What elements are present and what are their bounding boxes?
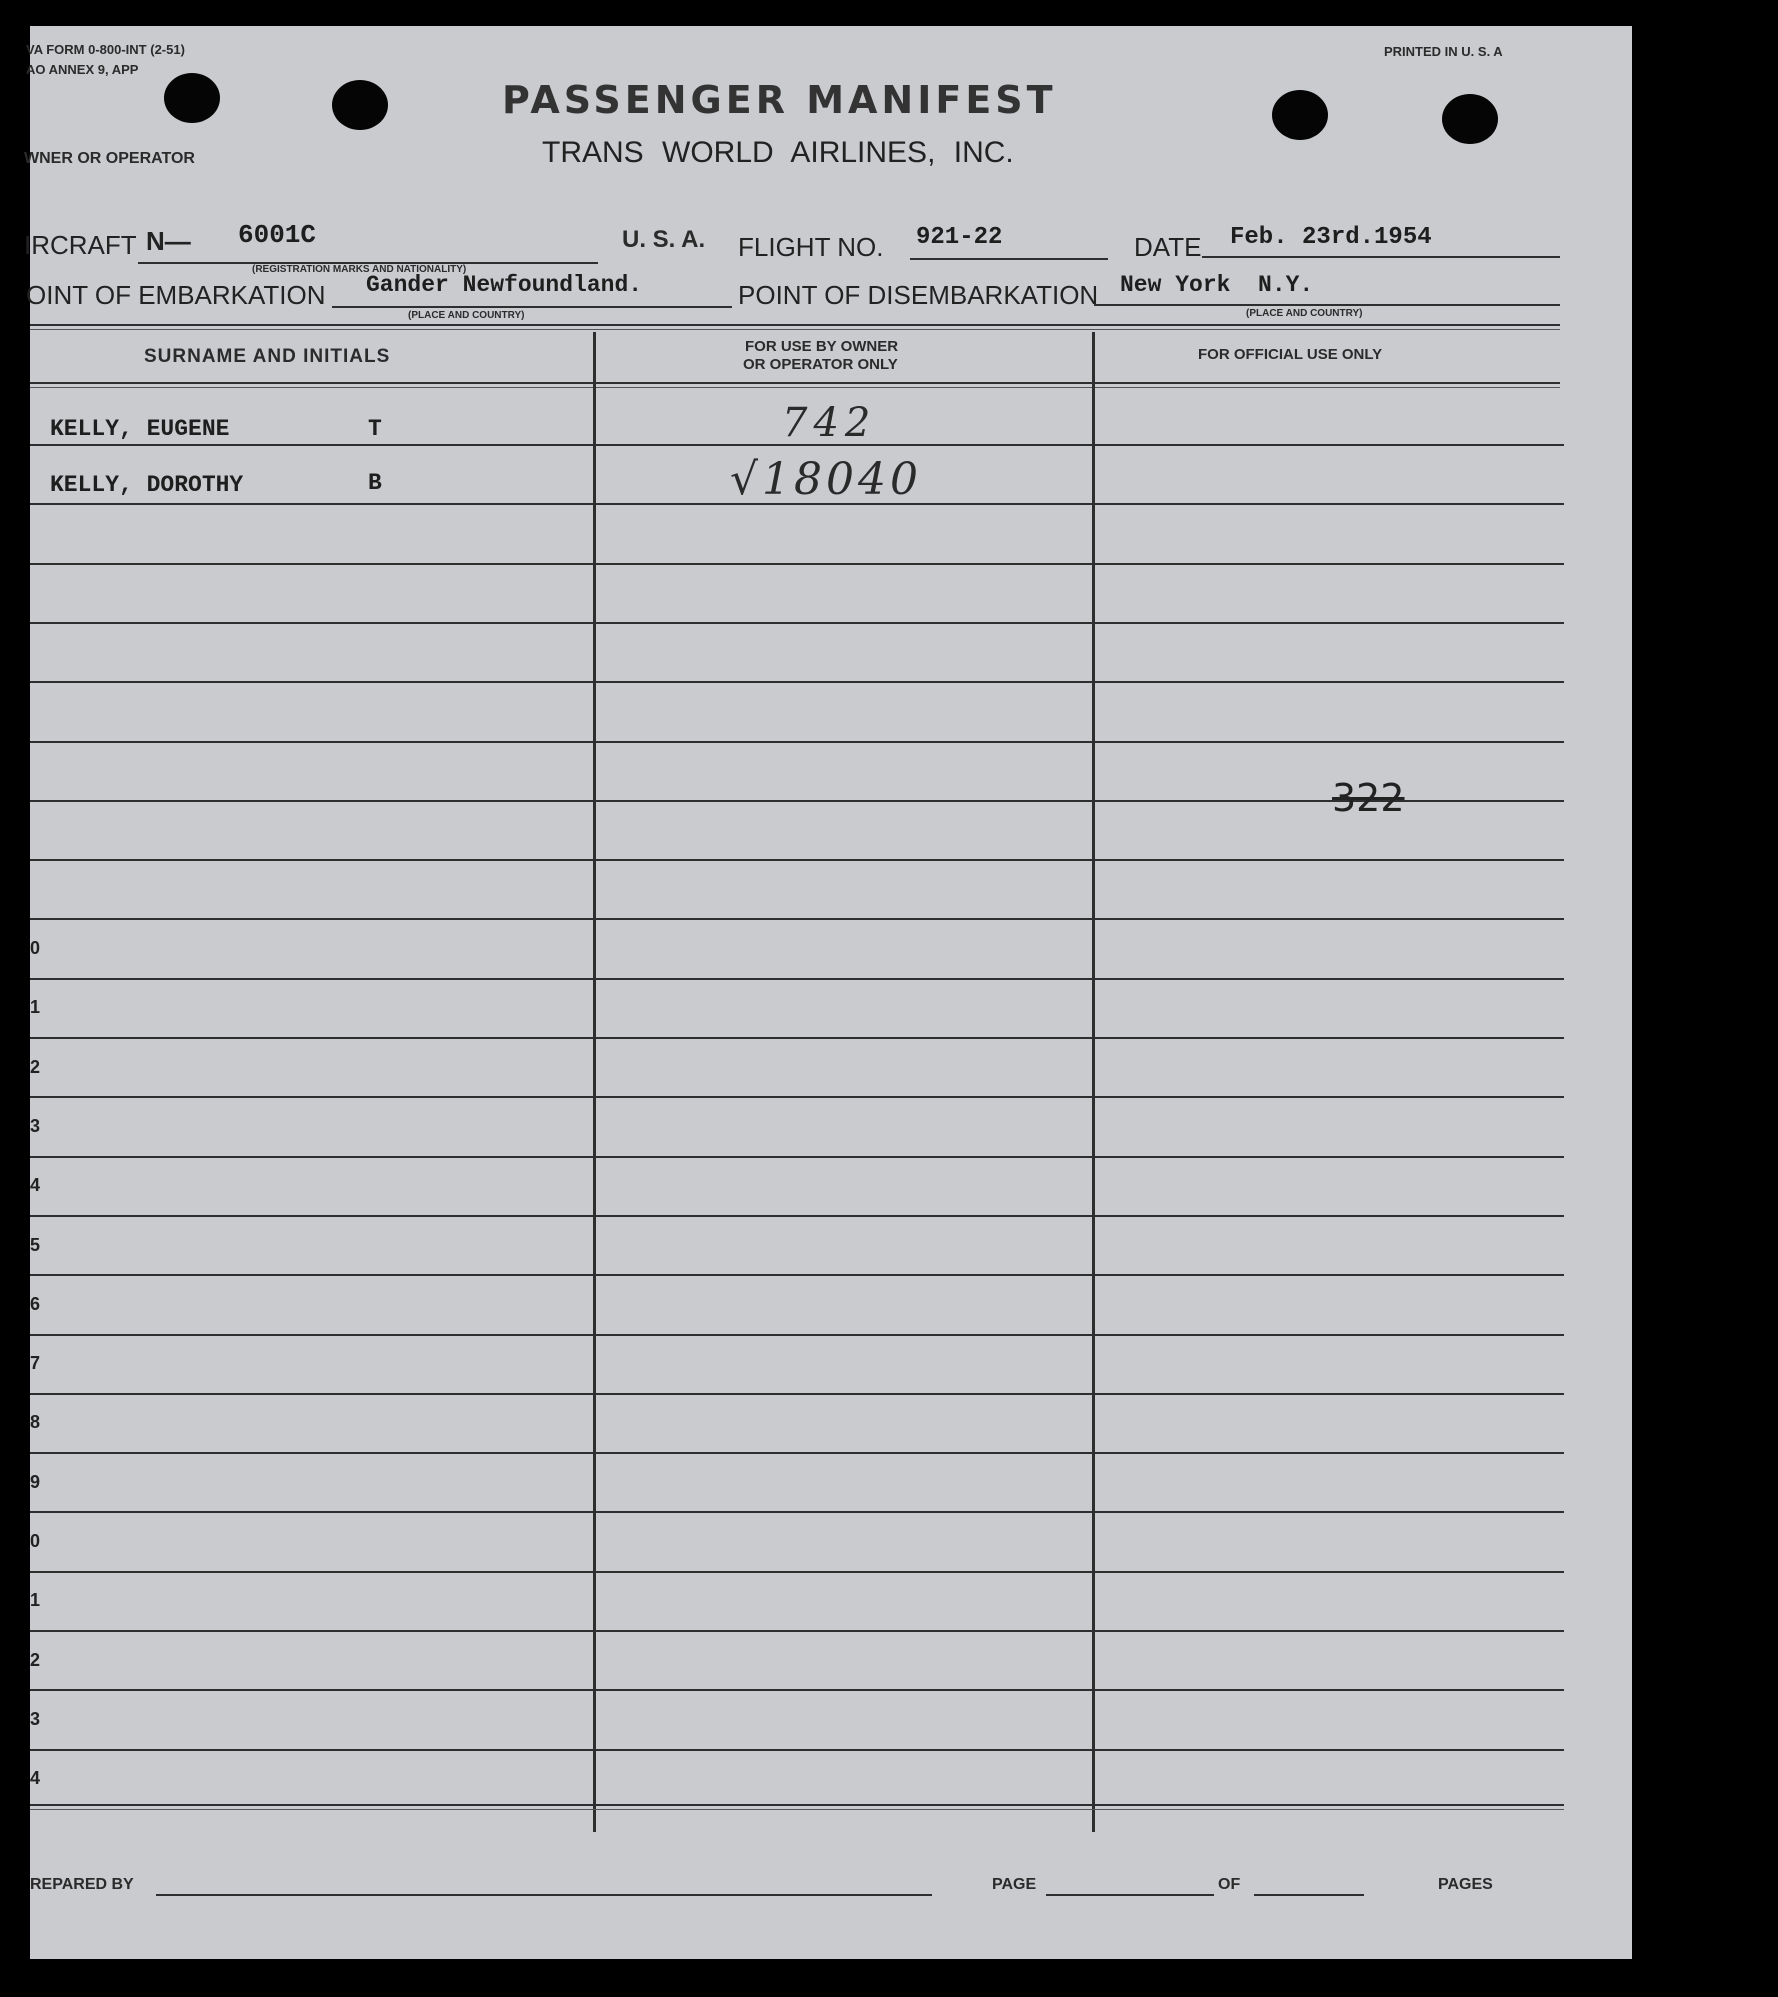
table-row-line [30, 1393, 1564, 1395]
page-line [1046, 1894, 1214, 1896]
punch-hole [164, 73, 220, 123]
row-number: 1 [30, 997, 41, 1017]
table-row-line [30, 1571, 1564, 1573]
form-number: VA FORM 0-800-INT (2-51) [26, 42, 185, 57]
of-line [1254, 1894, 1364, 1896]
column-header-official: FOR OFFICIAL USE ONLY [1198, 346, 1383, 363]
table-row-line [30, 1630, 1564, 1632]
prepared-by-label: REPARED BY [30, 1876, 134, 1893]
table-row-line [30, 681, 1564, 683]
column-header-surname: SURNAME AND INITIALS [144, 346, 391, 367]
embarkation-label: OINT OF EMBARKATION [26, 280, 326, 310]
table-row-line [30, 918, 1564, 920]
table-row-line [30, 978, 1564, 980]
prepared-by-line [156, 1894, 932, 1896]
disembarkation-place: New York N.Y. [1120, 272, 1314, 298]
row-number: 3 [30, 1116, 41, 1136]
official-mark: 322 [1332, 776, 1405, 820]
date-line [1202, 256, 1560, 258]
disembarkation-label: POINT OF DISEMBARKATION [738, 280, 1099, 310]
nationality: U. S. A. [622, 226, 706, 253]
row-number: 2 [30, 1650, 41, 1670]
table-row-line [30, 1452, 1564, 1454]
flight-label: FLIGHT NO. [738, 232, 884, 262]
pages-label: PAGES [1438, 1876, 1493, 1893]
row-number: 6 [30, 1294, 41, 1314]
annex-reference: AO ANNEX 9, APP [26, 62, 139, 77]
table-row-line [30, 1215, 1564, 1217]
registration-note: (REGISTRATION MARKS AND NATIONALITY) [252, 264, 467, 275]
printed-in: PRINTED IN U. S. A [1384, 44, 1503, 59]
table-row-line [30, 563, 1564, 565]
date-label: DATE [1134, 232, 1202, 262]
table-row-line [30, 1689, 1564, 1691]
header-bottom-rule [30, 382, 1560, 388]
manifest-page [24, 26, 1632, 1959]
disembarkation-note: (PLACE AND COUNTRY) [1246, 308, 1363, 319]
aircraft-registration: 6001C [238, 220, 317, 250]
passenger-initial: B [368, 470, 382, 496]
row-number: 9 [30, 1472, 41, 1492]
passenger-initial: T [368, 416, 382, 442]
table-row-line [30, 1749, 1564, 1751]
of-label: OF [1218, 1876, 1241, 1893]
row-number: 1 [30, 1590, 41, 1610]
passenger-name: KELLY, DOROTHY [50, 472, 244, 498]
column-header-owner-1: FOR USE BY OWNER [745, 338, 899, 355]
owner-note: 742 [782, 400, 877, 446]
flight-line [910, 258, 1108, 260]
table-row-line [30, 859, 1564, 861]
column-divider [593, 332, 596, 1832]
airline-name: TRANS WORLD AIRLINES, INC. [542, 136, 1014, 169]
embarkation-line [332, 306, 732, 308]
row-number: 5 [30, 1235, 41, 1255]
table-row-line [30, 741, 1564, 743]
aircraft-prefix: N— [146, 226, 191, 256]
punch-hole [1272, 90, 1328, 140]
row-number: 8 [30, 1412, 41, 1432]
table-top-rule [30, 324, 1560, 330]
flight-number: 921-22 [916, 224, 1003, 251]
date-value: Feb. 23rd.1954 [1230, 224, 1432, 251]
row-number: 0 [30, 1531, 41, 1551]
owner-note: √18040 [730, 454, 923, 505]
punch-hole [332, 80, 388, 130]
table-row-line [30, 1156, 1564, 1158]
embarkation-place: Gander Newfoundland. [366, 272, 643, 298]
owner-operator-label: WNER OR OPERATOR [24, 150, 195, 167]
table-row-line [30, 1274, 1564, 1276]
table-row-line [30, 622, 1564, 624]
row-number: 7 [30, 1353, 41, 1373]
disembarkation-line [1094, 304, 1560, 306]
page-label: PAGE [992, 1876, 1037, 1893]
table-row-line [30, 1334, 1564, 1336]
row-number: 4 [30, 1175, 41, 1195]
table-row-line [30, 1096, 1564, 1098]
row-number: 3 [30, 1709, 41, 1729]
table-bottom-rule [30, 1804, 1564, 1810]
aircraft-label: IRCRAFT [24, 230, 137, 260]
table-row-line [30, 1511, 1564, 1513]
column-divider [1092, 332, 1095, 1832]
form-title: PASSENGER MANIFEST [502, 78, 1057, 122]
table-row-line [30, 1037, 1564, 1039]
row-number: 4 [30, 1768, 41, 1788]
row-number: 2 [30, 1057, 41, 1077]
column-header-owner-2: OR OPERATOR ONLY [743, 356, 898, 373]
passenger-name: KELLY, EUGENE [50, 416, 230, 442]
row-number: 0 [30, 938, 41, 958]
embarkation-note: (PLACE AND COUNTRY) [408, 310, 525, 321]
punch-hole [1442, 94, 1498, 144]
